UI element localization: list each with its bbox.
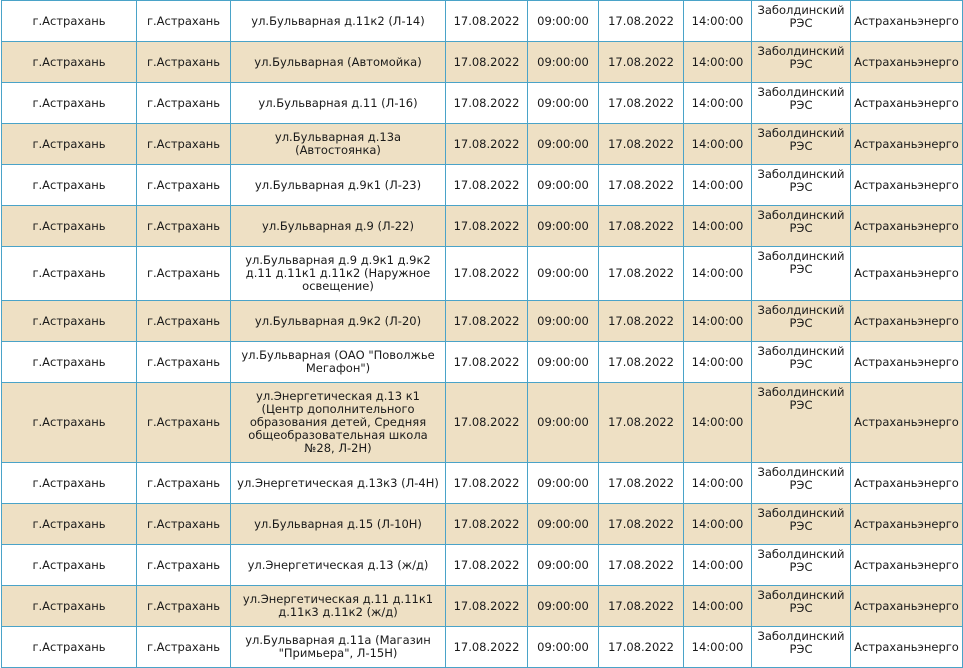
- city-cell: г.Астрахань: [2, 545, 137, 586]
- end-date-cell: 17.08.2022: [599, 247, 684, 301]
- locality-cell: г.Астрахань: [137, 545, 231, 586]
- locality-cell: г.Астрахань: [137, 383, 231, 463]
- locality-cell: г.Астрахань: [137, 301, 231, 342]
- start-date-cell: 17.08.2022: [446, 83, 528, 124]
- company-cell: Астраханьэнерго: [851, 83, 963, 124]
- district-cell: Заболдинский РЭС: [752, 383, 851, 463]
- start-time-cell: 09:00:00: [528, 206, 599, 247]
- end-time-cell: 14:00:00: [684, 627, 752, 668]
- start-time-cell: 09:00:00: [528, 42, 599, 83]
- city-cell: г.Астрахань: [2, 83, 137, 124]
- district-cell: Заболдинский РЭС: [752, 545, 851, 586]
- city-cell: г.Астрахань: [2, 301, 137, 342]
- district-cell: Заболдинский РЭС: [752, 83, 851, 124]
- address-cell: ул.Бульварная д.11к2 (Л-14): [231, 1, 446, 42]
- start-time-cell: 09:00:00: [528, 586, 599, 627]
- end-date-cell: 17.08.2022: [599, 342, 684, 383]
- company-cell: Астраханьэнерго: [851, 206, 963, 247]
- end-time-cell: 14:00:00: [684, 504, 752, 545]
- district-cell: Заболдинский РЭС: [752, 586, 851, 627]
- end-time-cell: 14:00:00: [684, 383, 752, 463]
- city-cell: г.Астрахань: [2, 165, 137, 206]
- company-cell: Астраханьэнерго: [851, 42, 963, 83]
- district-cell: Заболдинский РЭС: [752, 247, 851, 301]
- city-cell: г.Астрахань: [2, 586, 137, 627]
- company-cell: Астраханьэнерго: [851, 301, 963, 342]
- table-row: [2, 342, 963, 383]
- end-date-cell: 17.08.2022: [599, 586, 684, 627]
- start-date-cell: 17.08.2022: [446, 383, 528, 463]
- table-body: [2, 1, 963, 668]
- locality-cell: г.Астрахань: [137, 165, 231, 206]
- locality-cell: г.Астрахань: [137, 342, 231, 383]
- company-cell: Астраханьэнерго: [851, 383, 963, 463]
- locality-cell: г.Астрахань: [137, 1, 231, 42]
- company-cell: Астраханьэнерго: [851, 504, 963, 545]
- end-date-cell: 17.08.2022: [599, 504, 684, 545]
- locality-cell: г.Астрахань: [137, 586, 231, 627]
- start-time-cell: 09:00:00: [528, 1, 599, 42]
- end-time-cell: 14:00:00: [684, 586, 752, 627]
- start-date-cell: 17.08.2022: [446, 1, 528, 42]
- table-row: [2, 586, 963, 627]
- end-date-cell: 17.08.2022: [599, 206, 684, 247]
- address-cell: ул.Бульварная д.11 (Л-16): [231, 83, 446, 124]
- district-cell: Заболдинский РЭС: [752, 301, 851, 342]
- start-date-cell: 17.08.2022: [446, 165, 528, 206]
- start-time-cell: 09:00:00: [528, 383, 599, 463]
- address-cell: ул.Бульварная д.13а (Автостоянка): [231, 124, 446, 165]
- start-date-cell: 17.08.2022: [446, 545, 528, 586]
- end-date-cell: 17.08.2022: [599, 627, 684, 668]
- table-row: [2, 383, 963, 463]
- city-cell: г.Астрахань: [2, 206, 137, 247]
- district-cell: Заболдинский РЭС: [752, 124, 851, 165]
- locality-cell: г.Астрахань: [137, 463, 231, 504]
- end-date-cell: 17.08.2022: [599, 463, 684, 504]
- locality-cell: г.Астрахань: [137, 247, 231, 301]
- start-time-cell: 09:00:00: [528, 124, 599, 165]
- end-date-cell: 17.08.2022: [599, 383, 684, 463]
- city-cell: г.Астрахань: [2, 124, 137, 165]
- district-cell: Заболдинский РЭС: [752, 1, 851, 42]
- address-cell: ул.Энергетическая д.11 д.11к1 д.11к3 д.11к2 (ж/д): [231, 586, 446, 627]
- city-cell: г.Астрахань: [2, 42, 137, 83]
- start-date-cell: 17.08.2022: [446, 206, 528, 247]
- start-time-cell: 09:00:00: [528, 504, 599, 545]
- table-row: [2, 504, 963, 545]
- start-date-cell: 17.08.2022: [446, 463, 528, 504]
- table-row: [2, 206, 963, 247]
- locality-cell: г.Астрахань: [137, 124, 231, 165]
- start-time-cell: 09:00:00: [528, 301, 599, 342]
- company-cell: Астраханьэнерго: [851, 1, 963, 42]
- end-time-cell: 14:00:00: [684, 165, 752, 206]
- start-time-cell: 09:00:00: [528, 165, 599, 206]
- city-cell: г.Астрахань: [2, 1, 137, 42]
- district-cell: Заболдинский РЭС: [752, 42, 851, 83]
- start-date-cell: 17.08.2022: [446, 42, 528, 83]
- end-time-cell: 14:00:00: [684, 42, 752, 83]
- address-cell: ул.Бульварная д.11а (Магазин "Примьера", Л-15Н): [231, 627, 446, 668]
- end-date-cell: 17.08.2022: [599, 124, 684, 165]
- table-row: [2, 83, 963, 124]
- table-row: [2, 1, 963, 42]
- address-cell: ул.Бульварная д.15 (Л-10Н): [231, 504, 446, 545]
- company-cell: Астраханьэнерго: [851, 627, 963, 668]
- end-date-cell: 17.08.2022: [599, 301, 684, 342]
- city-cell: г.Астрахань: [2, 383, 137, 463]
- end-time-cell: 14:00:00: [684, 247, 752, 301]
- city-cell: г.Астрахань: [2, 627, 137, 668]
- end-date-cell: 17.08.2022: [599, 545, 684, 586]
- end-time-cell: 14:00:00: [684, 206, 752, 247]
- company-cell: Астраханьэнерго: [851, 545, 963, 586]
- end-time-cell: 14:00:00: [684, 342, 752, 383]
- city-cell: г.Астрахань: [2, 504, 137, 545]
- address-cell: ул.Бульварная (ОАО "Поволжье Мегафон"): [231, 342, 446, 383]
- address-cell: ул.Энергетическая д.13 (ж/д): [231, 545, 446, 586]
- end-date-cell: 17.08.2022: [599, 83, 684, 124]
- outage-schedule-table: [1, 0, 963, 668]
- company-cell: Астраханьэнерго: [851, 124, 963, 165]
- start-time-cell: 09:00:00: [528, 247, 599, 301]
- table-row: [2, 42, 963, 83]
- start-date-cell: 17.08.2022: [446, 301, 528, 342]
- start-date-cell: 17.08.2022: [446, 504, 528, 545]
- city-cell: г.Астрахань: [2, 247, 137, 301]
- end-time-cell: 14:00:00: [684, 1, 752, 42]
- address-cell: ул.Бульварная (Автомойка): [231, 42, 446, 83]
- district-cell: Заболдинский РЭС: [752, 627, 851, 668]
- city-cell: г.Астрахань: [2, 342, 137, 383]
- table-row: [2, 124, 963, 165]
- district-cell: Заболдинский РЭС: [752, 165, 851, 206]
- address-cell: ул.Бульварная д.9к1 (Л-23): [231, 165, 446, 206]
- locality-cell: г.Астрахань: [137, 42, 231, 83]
- address-cell: ул.Бульварная д.9к2 (Л-20): [231, 301, 446, 342]
- company-cell: Астраханьэнерго: [851, 165, 963, 206]
- table-row: [2, 247, 963, 301]
- end-time-cell: 14:00:00: [684, 301, 752, 342]
- start-date-cell: 17.08.2022: [446, 627, 528, 668]
- district-cell: Заболдинский РЭС: [752, 463, 851, 504]
- end-time-cell: 14:00:00: [684, 463, 752, 504]
- start-time-cell: 09:00:00: [528, 463, 599, 504]
- address-cell: ул.Энергетическая д.13к3 (Л-4Н): [231, 463, 446, 504]
- start-date-cell: 17.08.2022: [446, 247, 528, 301]
- district-cell: Заболдинский РЭС: [752, 504, 851, 545]
- end-time-cell: 14:00:00: [684, 124, 752, 165]
- address-cell: ул.Энергетическая д.13 к1 (Центр дополнительного образования детей, Средняя общеобразовательная школа №28, Л-2Н): [231, 383, 446, 463]
- locality-cell: г.Астрахань: [137, 83, 231, 124]
- company-cell: Астраханьэнерго: [851, 586, 963, 627]
- locality-cell: г.Астрахань: [137, 504, 231, 545]
- locality-cell: г.Астрахань: [137, 627, 231, 668]
- company-cell: Астраханьэнерго: [851, 342, 963, 383]
- end-time-cell: 14:00:00: [684, 83, 752, 124]
- table-row: [2, 301, 963, 342]
- end-time-cell: 14:00:00: [684, 545, 752, 586]
- city-cell: г.Астрахань: [2, 463, 137, 504]
- start-date-cell: 17.08.2022: [446, 342, 528, 383]
- end-date-cell: 17.08.2022: [599, 1, 684, 42]
- table-row: [2, 627, 963, 668]
- end-date-cell: 17.08.2022: [599, 42, 684, 83]
- start-time-cell: 09:00:00: [528, 545, 599, 586]
- table-row: [2, 463, 963, 504]
- start-date-cell: 17.08.2022: [446, 586, 528, 627]
- start-date-cell: 17.08.2022: [446, 124, 528, 165]
- company-cell: Астраханьэнерго: [851, 247, 963, 301]
- district-cell: Заболдинский РЭС: [752, 342, 851, 383]
- address-cell: ул.Бульварная д.9 д.9к1 д.9к2 д.11 д.11к1 д.11к2 (Наружное освещение): [231, 247, 446, 301]
- district-cell: Заболдинский РЭС: [752, 206, 851, 247]
- address-cell: ул.Бульварная д.9 (Л-22): [231, 206, 446, 247]
- start-time-cell: 09:00:00: [528, 627, 599, 668]
- locality-cell: г.Астрахань: [137, 206, 231, 247]
- table-row: [2, 545, 963, 586]
- start-time-cell: 09:00:00: [528, 342, 599, 383]
- company-cell: Астраханьэнерго: [851, 463, 963, 504]
- start-time-cell: 09:00:00: [528, 83, 599, 124]
- end-date-cell: 17.08.2022: [599, 165, 684, 206]
- table-row: [2, 165, 963, 206]
